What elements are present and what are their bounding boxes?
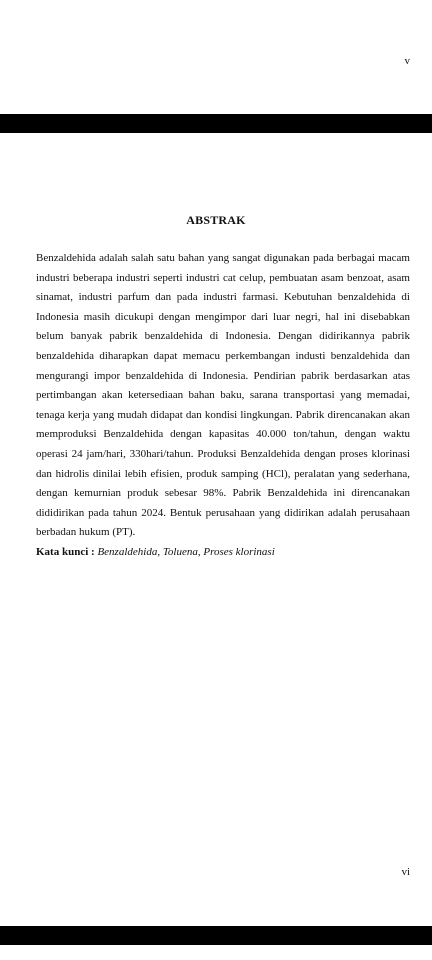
page-number-bottom: vi (401, 866, 410, 878)
next-page (0, 945, 432, 960)
document-page (0, 133, 432, 926)
keywords-label: Kata kunci : (36, 545, 95, 558)
previous-page (0, 0, 432, 114)
page-number-top: v (404, 55, 410, 67)
page-divider-top (0, 114, 432, 133)
abstract-body (36, 249, 410, 563)
page-divider-bottom (0, 926, 432, 945)
keywords-text: Benzaldehida, Toluena, Proses klorinasi (97, 545, 275, 558)
keywords-line (36, 543, 410, 563)
abstract-title: ABSTRAK (186, 213, 246, 227)
abstract-paragraph: Benzaldehida adalah salah satu bahan yang sangat digunakan pada berbagai macam industri beberapa industri seperti industri cat celup, pembuatan asam benzoat, asam sinamat, industri parfum dan pada industri farmasi. Kebutuhan benzaldehida di Indonesia masih dicukupi dengan mengimpor dari luar negri, hal ini disebabkan belum banyak pabrik benzaldehida di Indonesia. Dengan didirikannya pabrik benzaldehida diharapkan dapat memacu perkembangan industi benzaldehida dan mengurangi impor benzaldehida di Indonesia. Pendirian pabrik berdasarkan atas pertimbangan akan ketersediaan bahan baku, sarana transportasi yang memadai, tenaga kerja yang mudah didapat dan kondisi lingkungan. Pabrik direncanakan akan memproduksi Benzaldehida dengan kapasitas 40.000 ton/tahun, dengan waktu operasi 24 jam/hari, 330hari/tahun. Produksi Benzaldehida dengan proses klorinasi dan hidrolis dinilai lebih efisien, produk samping (HCl), peralatan yang sederhana, dengan kemurnian produk sebesar 98%. Pabrik Benzaldehida ini direncanakan dididirikan pada tahun 2024. Bentuk perusahaan yang didirikan adalah perusahaan berbadan hukum (PT). (36, 252, 410, 539)
